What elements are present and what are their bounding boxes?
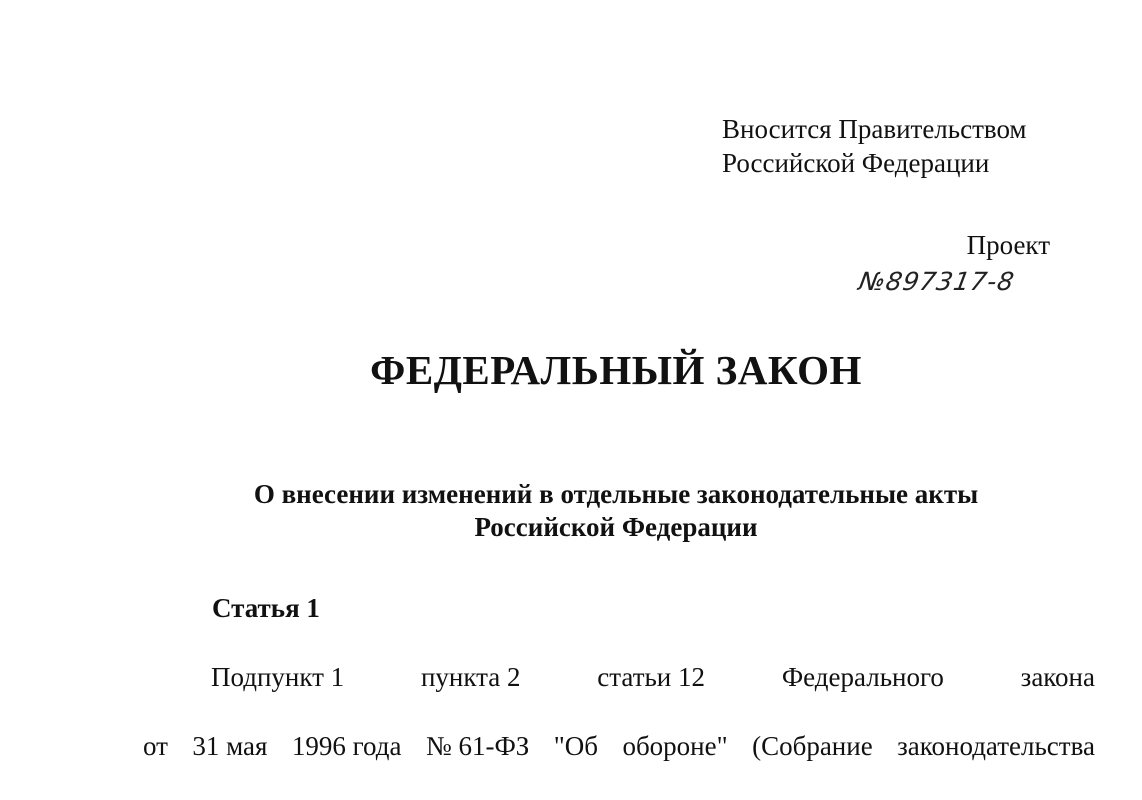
article-heading: Статья 1 xyxy=(212,593,320,623)
law-subtitle-line-2: Российской Федерации xyxy=(474,512,758,542)
submitter-line-1: Вносится Правительством xyxy=(722,114,1027,144)
paragraph-word: (Собрание xyxy=(752,731,873,761)
paragraph-line-1 xyxy=(211,660,1095,694)
paragraph-word: "Об xyxy=(553,731,598,761)
paragraph-word: от xyxy=(143,731,168,761)
paragraph-word: закона xyxy=(1020,662,1095,692)
submitter-line-2: Российской Федерации xyxy=(722,148,990,178)
handwritten-project-number: №897317-8 xyxy=(856,267,1018,296)
law-subtitle xyxy=(0,478,1142,544)
paragraph-word: законодательства xyxy=(897,731,1095,761)
submitter-block xyxy=(722,112,1027,180)
paragraph-line-2 xyxy=(143,729,1095,763)
paragraph-word: Подпункт 1 xyxy=(211,662,345,692)
paragraph-word: 31 мая xyxy=(192,731,268,761)
paragraph-word: пункта 2 xyxy=(420,662,521,692)
project-label: Проект xyxy=(966,230,1050,260)
paragraph-word: Федерального xyxy=(781,662,944,692)
paragraph-word: № 61-ФЗ xyxy=(425,731,530,761)
paragraph-word: статьи 12 xyxy=(597,662,706,692)
law-subtitle-line-1: О внесении изменений в отдельные законодательные акты xyxy=(253,479,979,509)
paragraph-word: 1996 года xyxy=(291,731,402,761)
law-title: ФЕДЕРАЛЬНЫЙ ЗАКОН xyxy=(370,347,862,393)
paragraph-word: обороне" xyxy=(622,731,728,761)
